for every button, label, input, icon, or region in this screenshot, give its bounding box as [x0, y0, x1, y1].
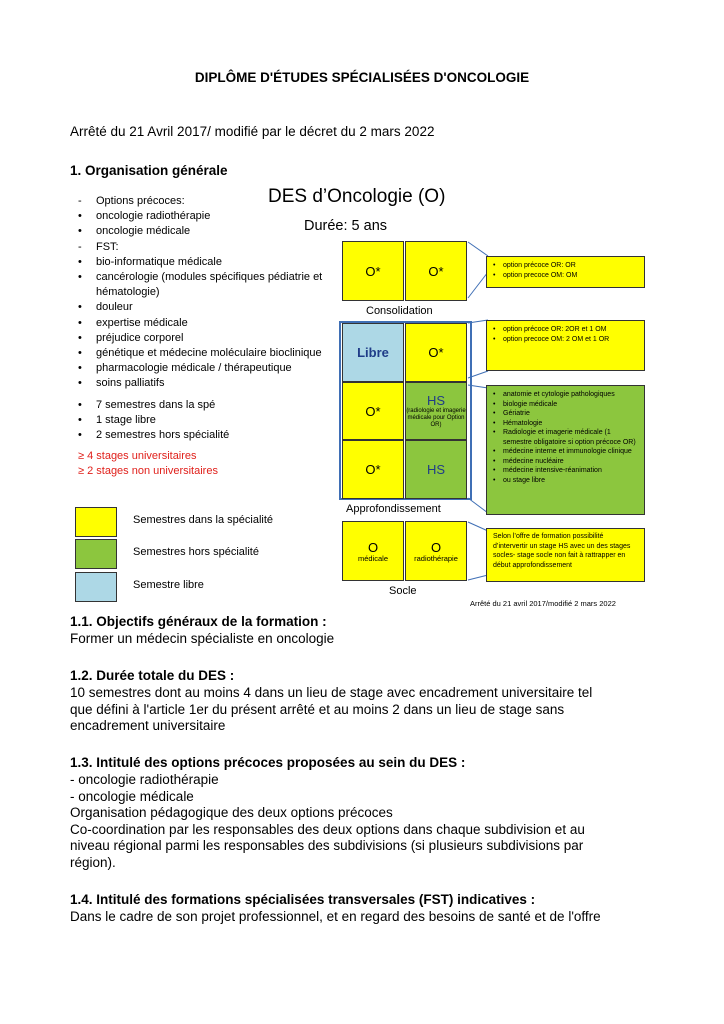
legend-label: Semestres dans la spécialité — [133, 514, 274, 526]
list-item — [78, 270, 323, 300]
phase-label-approfondissement: Approfondissement — [346, 503, 441, 515]
cell-year5-left — [342, 241, 404, 301]
list-item-text: oncologie médicale — [96, 225, 191, 238]
body-line: région). — [70, 854, 116, 870]
body-line: - oncologie médicale — [70, 788, 194, 804]
bullet-marker: • — [493, 400, 496, 408]
list-item — [78, 413, 323, 428]
section-body — [70, 685, 670, 735]
bullet-marker: • — [493, 335, 496, 343]
list-item — [493, 400, 638, 410]
list-item-text: Hématologie — [503, 419, 543, 427]
body-line: Organisation pédagogique des deux options précoces — [70, 805, 393, 820]
list-item — [78, 428, 323, 443]
list-item-text: 1 stage libre — [96, 413, 156, 426]
list-item-text: Gériatrie — [503, 410, 530, 417]
list-item-text: génétique et médecine moléculaire bioclinique — [96, 347, 322, 360]
phase-label-socle: Socle — [389, 585, 417, 597]
bullet-marker: • — [493, 476, 496, 484]
callout-socle — [486, 528, 645, 582]
bullet-marker: - — [78, 240, 82, 253]
list-item — [493, 390, 638, 400]
cell-sublabel: (radiologie et imagerie médicale pour Option OR) — [406, 408, 466, 428]
bullet-marker: • — [493, 467, 496, 474]
list-item — [493, 447, 638, 457]
section-title: 1.2. Durée totale du DES : — [70, 668, 235, 683]
list-item — [493, 457, 638, 467]
requirement-non-universitaires: ≥ 2 stages non universitaires — [78, 465, 218, 478]
document-title: DIPLÔME D'ÉTUDES SPÉCIALISÉES D'ONCOLOGIE — [194, 70, 530, 85]
des-duration: Durée: 5 ans — [304, 218, 388, 234]
bullet-marker: • — [78, 225, 82, 238]
bullet-marker: • — [493, 271, 496, 279]
list-item — [493, 428, 638, 447]
list-item — [493, 476, 638, 486]
cell-label: Libre — [357, 345, 389, 360]
cell-label: HS — [426, 462, 446, 477]
list-item-text: expertise médicale — [96, 316, 188, 329]
bullet-marker: • — [78, 377, 82, 390]
section-title: 1.3. Intitulé des options précoces proposées au sein du DES : — [70, 755, 466, 770]
bullet-marker: • — [78, 271, 82, 284]
list-item — [493, 261, 638, 271]
list-item-text: médecine nucléaire — [503, 457, 564, 465]
legend-swatch — [75, 507, 117, 537]
section-body — [70, 772, 670, 871]
callout-socle-text: Selon l’offre de formation possibilité d’intervertir un stage HS avec un des stages socles- stage socle non fait à rattrapper en début approfondissement — [493, 533, 631, 569]
cell-sublabel: radiothérapie — [414, 554, 458, 563]
list-item-text: option précoce OR: OR — [503, 262, 576, 269]
figure-option-list — [78, 194, 323, 480]
cell-label: O — [430, 540, 442, 555]
bullet-marker: • — [78, 398, 82, 411]
legend-swatch — [75, 539, 117, 569]
list-item — [493, 271, 638, 281]
list-item-text: biologie médicale — [503, 400, 558, 408]
list-item — [78, 331, 323, 346]
body-line: que défini à l'article 1er du présent arrêté et au moins 2 dans un lieu de stage sans — [70, 701, 565, 717]
bullet-marker: • — [493, 457, 496, 465]
list-item-text: Options précoces: — [96, 195, 185, 207]
cell-label: HS — [426, 393, 446, 408]
body-line: encadrement universitaire — [70, 718, 226, 733]
section-1-title: 1. Organisation générale — [70, 163, 228, 178]
list-item-text: 2 semestres hors spécialité — [96, 429, 230, 442]
list-item-text: option précoce OR: 2OR et 1 OM — [503, 326, 607, 333]
cell-label: O* — [365, 263, 381, 279]
list-item — [78, 398, 323, 413]
callout-year4 — [486, 320, 645, 371]
bullet-marker: • — [78, 331, 82, 344]
section-title: 1.4. Intitulé des formations spécialisées transversales (FST) indicatives : — [70, 892, 536, 907]
body-line: niveau régional parmi les responsables des subdivisions (si plusieurs subdivisions par — [70, 838, 584, 853]
list-item — [493, 419, 638, 429]
cell-hs-radiology — [405, 382, 467, 440]
des-chart-title: DES d’Oncologie (O) — [268, 186, 446, 207]
bullet-marker: • — [78, 301, 82, 314]
cell-sublabel: médicale — [357, 554, 388, 563]
bullet-marker: • — [493, 419, 496, 427]
list-item — [493, 409, 638, 419]
callout-hors-specialite — [486, 385, 645, 515]
cell-label: O — [367, 540, 379, 555]
list-item — [78, 255, 323, 270]
list-item — [78, 240, 323, 255]
list-item-text: soins palliatifs — [96, 377, 165, 390]
cell-libre — [342, 323, 404, 382]
list-item-text: Radiologie et imagerie médicale (1 semestre obligatoire si option précoce OR) — [503, 429, 636, 446]
list-item-text: option precoce OM: OM — [503, 271, 578, 279]
cell-hs — [405, 440, 467, 499]
phase-label-consolidation: Consolidation — [366, 305, 433, 317]
list-item-text: 7 semestres dans la spé — [96, 398, 216, 411]
body-line: - oncologie radiothérapie — [70, 772, 219, 787]
bullet-marker: • — [493, 410, 496, 417]
bullet-marker: • — [78, 347, 82, 360]
list-item-text: FST: — [96, 240, 119, 253]
legend-label: Semestres hors spécialité — [133, 546, 259, 558]
cell-year5-right — [405, 241, 467, 301]
cell-label: O* — [365, 403, 381, 419]
cell-socle-radiotherapie — [405, 521, 467, 581]
cell-year2-left — [342, 440, 404, 499]
list-item — [78, 361, 323, 376]
list-item — [78, 316, 323, 331]
bullet-marker: • — [78, 362, 82, 375]
cell-year3-left — [342, 382, 404, 440]
bullet-marker: • — [78, 413, 82, 426]
bullet-marker: • — [493, 448, 496, 455]
section-title: 1.1. Objectifs généraux de la formation : — [70, 614, 327, 629]
list-item-text: médecine intensive-réanimation — [503, 467, 602, 474]
body-line: Former un médecin spécialiste en oncologie — [70, 631, 335, 646]
body-line: Dans le cadre de son projet professionnel, et en regard des besoins de santé et de l'offre — [70, 909, 601, 924]
bullet-marker: • — [493, 262, 496, 269]
section-body — [70, 631, 670, 648]
cell-year4-right — [405, 323, 467, 382]
list-item-text: oncologie radiothérapie — [96, 210, 211, 223]
bullet-marker: • — [493, 391, 496, 398]
list-item — [78, 209, 323, 224]
list-item-text: préjudice corporel — [96, 331, 184, 344]
cell-label: O* — [428, 263, 444, 279]
requirement-universitaires: ≥ 4 stages universitaires — [78, 450, 197, 463]
list-item-text: anatomie et cytologie pathologiques — [503, 391, 615, 398]
cell-socle-medicale — [342, 521, 404, 581]
list-item — [78, 346, 323, 361]
list-item-text: ou stage libre — [503, 476, 546, 484]
list-item — [78, 224, 323, 239]
callout-year5 — [486, 256, 645, 288]
list-item-text: bio-informatique médicale — [96, 255, 222, 268]
bullet-marker: • — [493, 429, 496, 436]
list-item-text: médecine interne et immunologie clinique — [503, 448, 632, 455]
body-line: 10 semestres dont au moins 4 dans un lieu de stage avec encadrement universitaire tel — [70, 685, 593, 700]
list-item-text: douleur — [96, 301, 133, 314]
list-item-text: option precoce OM: 2 OM et 1 OR — [503, 335, 610, 343]
body-line: Co-coordination par les responsables des deux options dans chaque subdivision et au — [70, 821, 585, 837]
list-item-text: cancérologie (modules spécifiques pédiatrie et hématologie) — [96, 271, 323, 299]
bullet-marker: • — [78, 210, 82, 223]
list-item-text: pharmacologie médicale / thérapeutique — [96, 362, 292, 375]
legend-swatch — [75, 572, 117, 602]
list-item — [493, 325, 638, 335]
bullet-marker: • — [78, 316, 82, 329]
cell-label: O* — [428, 345, 444, 360]
bullet-marker: • — [78, 429, 82, 442]
list-item — [78, 376, 323, 391]
section-body — [70, 909, 670, 926]
list-item — [493, 335, 638, 345]
list-item — [493, 466, 638, 476]
cell-label: O* — [365, 462, 381, 477]
figure-caption: Arrêté du 21 avril 2017/modifié 2 mars 2022 — [470, 599, 616, 608]
bullet-marker: - — [78, 195, 82, 207]
list-item — [78, 300, 323, 315]
legend-label: Semestre libre — [133, 579, 204, 591]
bullet-marker: • — [493, 326, 496, 333]
decree-line: Arrêté du 21 Avril 2017/ modifié par le décret du 2 mars 2022 — [70, 124, 435, 139]
bullet-marker: • — [78, 255, 82, 268]
